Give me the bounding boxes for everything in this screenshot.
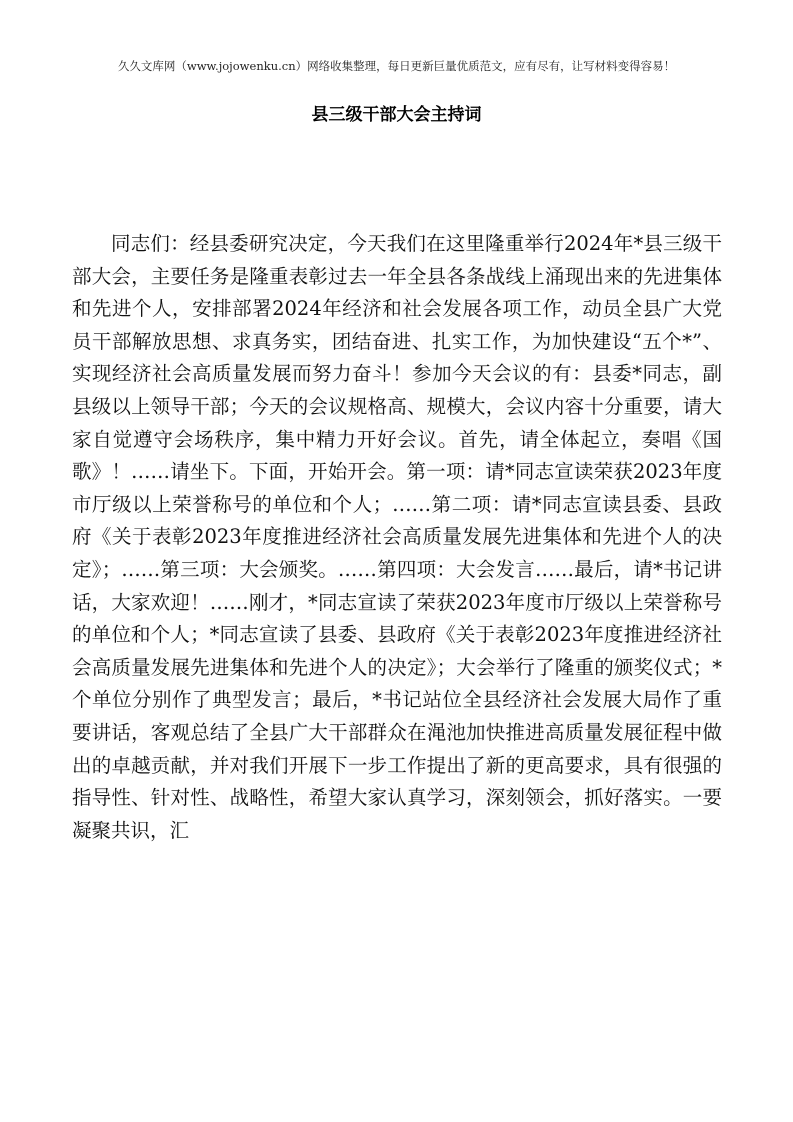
site-header-note: 久久文库网（www.jojowenku.cn）网络收集整理，每日更新巨量优质范文，应有尽有，让写材料变得容易！ — [117, 59, 676, 73]
document-body-paragraph: 同志们：经县委研究决定，今天我们在这里隆重举行2024年*县三级干部大会，主要任务是隆重表彰过去一年全县各条战线上涌现出来的先进集体和先进个人，安排部署2024年经济和社会发展各项工作，动员全县广大党员干部解放思想、求真务实，团结奋进、扎实工作，为加快建设“五个*”、实现经济社会高质量发展而努力奋斗！参加今天会议的有：县委*同志，副县级以上领导干部；今天的会议规格高、规模大，会议内容十分重要，请大家自觉遵守会场秩序，集中精力开好会议。首先，请全体起立，奏唱《国歌》！……请坐下。下面，开始开会。第一项：请*同志宣读荣获2023年度市厅级以上荣誉称号的单位和个人；……第二项：请*同志宣读县委、县政府《关于表彰2023年度推进经济社会高质量发展先进集体和先进个人的决定》；……第三项：大会颁奖。……第四项：大会发言……最后，请*书记讲话，大家欢迎！……刚才，*同志宣读了荣获2023年度市厅级以上荣誉称号的单位和个人；*同志宣读了县委、县政府《关于表彰2023年度推进经济社会高质量发展先进集体和先进个人的决定》；大会举行了隆重的颁奖仪式；*个单位分别作了典型发言；最后，*书记站位全县经济社会发展大局作了重要讲话，客观总结了全县广大干部群众在渑池加快推进高质量发展征程中做出的卓越贡献，并对我们开展下一步工作提出了新的更高要求，具有很强的指导性、针对性、战略性，希望大家认真学习，深刻领会，抓好落实。一要凝聚共识，汇 — [72, 232, 722, 842]
document-title: 县三级干部大会主持词 — [311, 105, 482, 125]
